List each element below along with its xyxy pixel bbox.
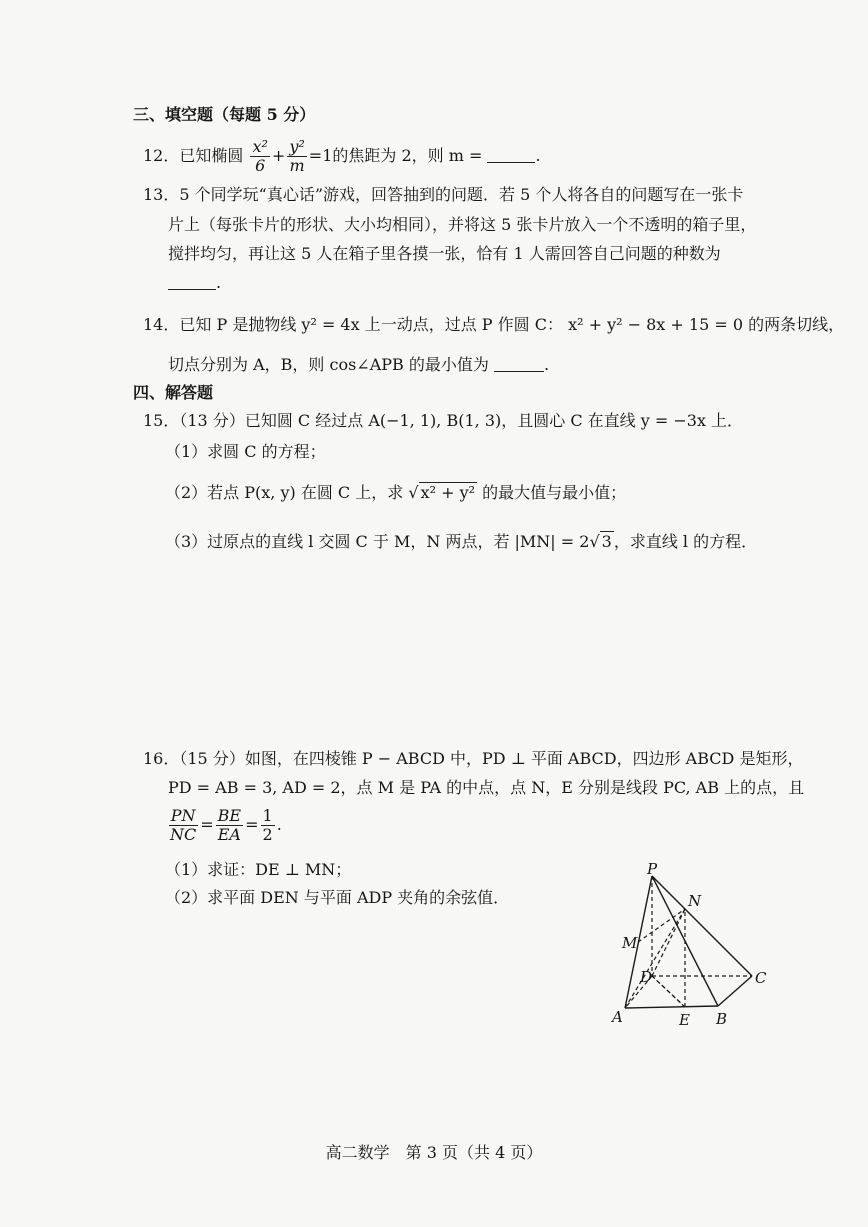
q15-part3-pre: （3）过原点的直线 l 交圆 C 于 M，N 两点，若 |MN| = 2 (165, 532, 590, 551)
section4-title: 四、解答题 (133, 383, 214, 402)
q15-number: 15． (143, 411, 180, 430)
q16-number: 16． (143, 749, 180, 768)
q12-fraction-x: $\frac{\text{x²}}{6}$ (252, 137, 268, 175)
q15-part1: （1）求圆 C 的方程； (165, 442, 326, 461)
q15-part2-pre: （2）若点 P(x, y) 在圆 C 上，求 (165, 483, 404, 502)
label-B: B (716, 1010, 728, 1028)
q15-part2-post: 的最大值与最小值； (482, 483, 627, 502)
q15-part3-post: ，求直线 l 的方程． (613, 532, 758, 551)
question-15-stem (143, 410, 743, 432)
q14-text-1: 已知 P 是抛物线 y² = 4x 上一动点，过点 P 作圆 C： x² + y² − 8x + 15 = 0 的两条切线， (179, 315, 845, 334)
question-14-line1 (143, 314, 844, 336)
q13-text-1: 5 个同学玩“真心话”游戏，回答抽到的问题．若 5 个人将各自的问题写在一张卡 (179, 185, 744, 204)
q16-part2: （2）求平面 DEN 与平面 ADP 夹角的余弦值． (165, 888, 510, 907)
q16-part1: （1）求证：DE ⊥ MN； (165, 860, 352, 879)
q13-end: . (216, 273, 222, 292)
question-13-line1 (143, 184, 743, 206)
q14-text-2: 切点分别为 A，B，则 cos∠APB 的最小值为 (168, 355, 489, 374)
label-N: N (688, 892, 702, 910)
q16-fraction-be-ea: $\frac{BE}{EA}$ (217, 806, 242, 844)
q14-end: . (543, 355, 550, 374)
q12-post: =1的焦距为 2，则 m = (308, 146, 483, 165)
q12-pre: 已知椭圆 (179, 146, 244, 165)
section3-title: 三、填空题（每题 5 分） (133, 105, 316, 124)
q14-number: 14． (143, 315, 180, 334)
label-M: M (622, 934, 638, 952)
q16-text-1: （15 分）如图，在四棱锥 P − ABCD 中，PD ⊥ 平面 ABCD，四边形 ABCD 是矩形， (179, 749, 804, 768)
q16-text-2: PD = AB = 3, AD = 2，点 M 是 PA 的中点，点 N，E 分别是线段 PC, AB 上的点，且 (168, 778, 805, 797)
q12-answer-blank[interactable] (487, 146, 535, 163)
q13-number: 13． (143, 185, 180, 204)
q13-text-3: 搅拌均匀，再让这 5 人在箱子里各摸一张，恰有 1 人需回答自己问题的种数为 (168, 244, 721, 263)
page-footer: 高二数学 第 3 页（共 4 页） (325, 1143, 543, 1162)
q16-fraction-half: $\frac{1}{2}$ (262, 806, 273, 844)
q15-part3: （3）过原点的直线 l 交圆 C 于 M，N 两点，若 |MN| = 2√ 3 ，求直线 l 的方程． (165, 532, 758, 551)
q12-plus: + (271, 146, 286, 165)
q16-eq-2: = (245, 815, 259, 834)
pyramid-figure (600, 860, 780, 1030)
q15-stem-text: （13 分）已知圆 C 经过点 A(−1, 1), B(1, 3)，且圆心 C 在直线 y = −3x 上． (179, 411, 744, 430)
question-14-line2 (168, 354, 549, 376)
q15-part2: （2）若点 P(x, y) 在圆 C 上，求 √ x² + y² 的最大值与最小值； (165, 483, 627, 502)
label-P: P (647, 860, 658, 878)
label-A: A (612, 1008, 623, 1026)
q13-text-2: 片上（每张卡片的形状、大小均相同），并将这 5 张卡片放入一个不透明的箱子里， (168, 215, 757, 234)
q12-number: 12． (143, 146, 180, 165)
question-12 (143, 136, 541, 176)
q12-end: . (535, 146, 541, 165)
q13-answer-blank[interactable] (168, 273, 216, 290)
question-16-line1 (143, 748, 803, 770)
question-13-blank-line (168, 272, 221, 294)
q16-end: . (276, 815, 282, 834)
label-E: E (679, 1011, 690, 1029)
q14-answer-blank[interactable] (494, 355, 544, 372)
q16-fraction-pn-nc: $\frac{PN}{NC}$ (170, 806, 197, 844)
q15-part3-radicand: 3 (601, 532, 612, 551)
q15-part2-radicand: x² + y² (420, 483, 476, 502)
q12-fraction-y: $\frac{\text{y²}}{m}$ (289, 137, 305, 175)
label-D: D (640, 968, 653, 986)
q16-ratio (166, 805, 282, 845)
label-C: C (755, 969, 767, 987)
q16-eq-1: = (200, 815, 214, 834)
